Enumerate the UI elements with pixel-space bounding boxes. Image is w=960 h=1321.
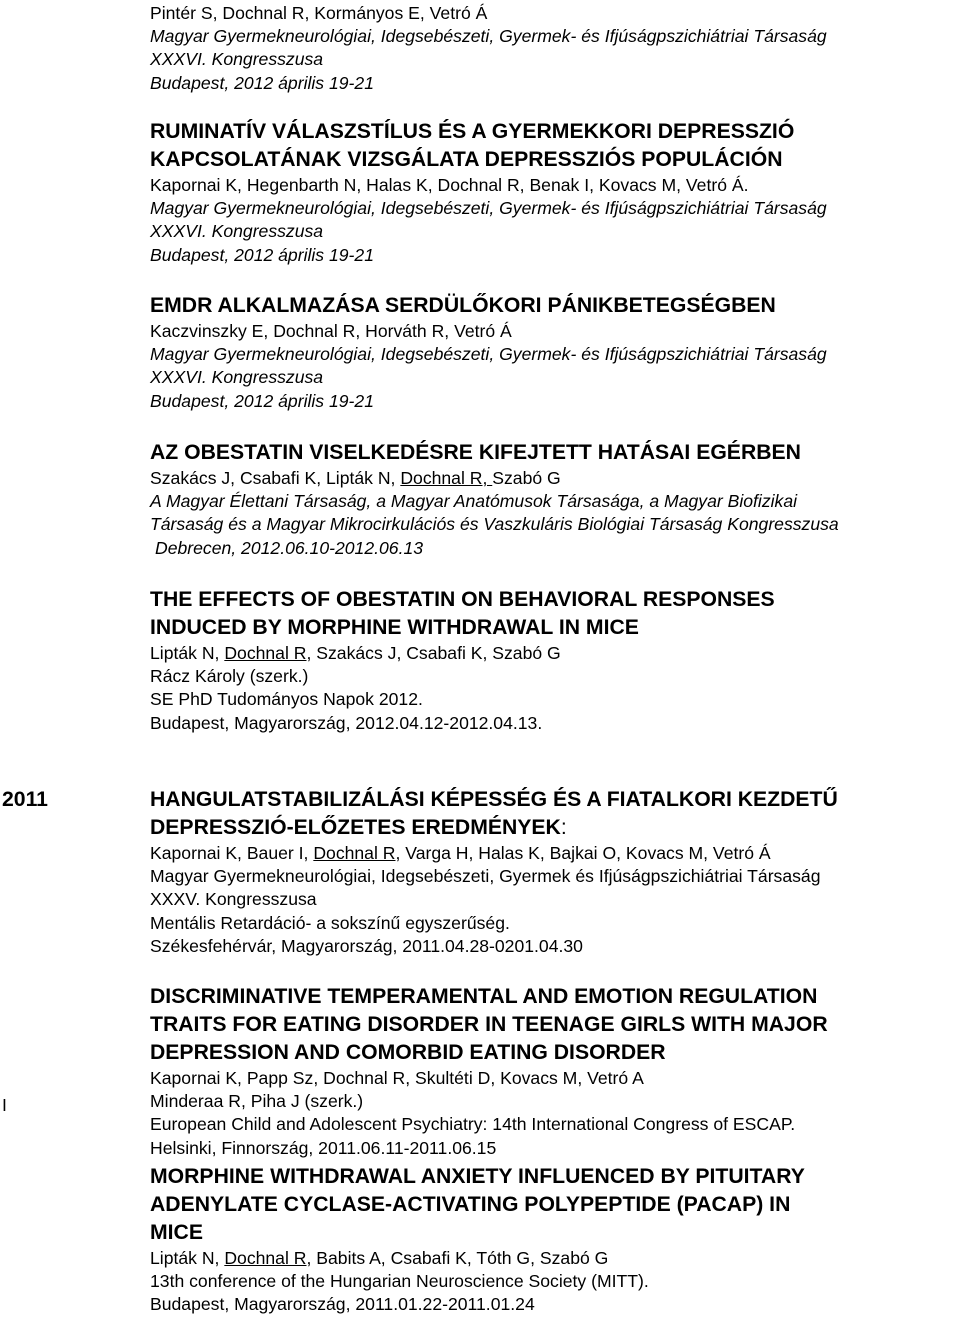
entry-title: AZ OBESTATIN VISELKEDÉSRE KIFEJTETT HATÁSAI EGÉRBEN <box>150 441 801 464</box>
entry-title: DEPRESSION AND COMORBID EATING DISORDER <box>150 1041 666 1064</box>
entry-ruminativ <box>150 118 958 267</box>
entry-title: MORPHINE WITHDRAWAL ANXIETY INFLUENCED BY PITUITARY <box>150 1165 805 1188</box>
entry-authors: Kaczvinszky E, Dochnal R, Horváth R, Vetró Á <box>150 321 512 341</box>
entry-congress: XXXV. Kongresszusa <box>150 889 317 910</box>
entry-place: Budapest, Magyarország, 2011.01.22-2011.01.24 <box>150 1294 535 1315</box>
entry-place: Budapest, Magyarország, 2012.04.12-2012.04.13. <box>150 712 543 733</box>
entry-authors: Szakács J, Csabafi K, Lipták N, Dochnal R, Szabó G <box>150 468 561 488</box>
entry-society: Magyar Gyermekneurológiai, Idegsebészeti, Gyermek- és Ifjúságpszichiátriai Társaság <box>150 26 827 47</box>
year-heading: 2011 <box>2 788 48 811</box>
entry-authors: Lipták N, Dochnal R, Szakács J, Csabafi K, Szabó G <box>150 643 561 663</box>
entry-authors: Kapornai K, Papp Sz, Dochnal R, Skultéti D, Kovacs M, Vetró A <box>150 1068 644 1088</box>
entry-title: MICE <box>150 1221 203 1244</box>
entry-obestatin-hu <box>150 439 958 560</box>
underlined-author: Dochnal R <box>224 1248 307 1268</box>
entry-authors: Kapornai K, Hegenbarth N, Halas K, Dochnal R, Benak I, Kovacs M, Vetró Á. <box>150 175 749 195</box>
entry-place: Debrecen, 2012.06.10-2012.06.13 <box>155 537 424 558</box>
entry-place: Budapest, 2012 április 19-21 <box>150 390 374 411</box>
entry-event: European Child and Adolescent Psychiatry: 14th International Congress of ESCAP. <box>150 1114 796 1135</box>
entry-venue: A Magyar Élettani Társaság, a Magyar Anatómusok Társasága, a Magyar Biofizikai <box>150 491 798 512</box>
entry-title: THE EFFECTS OF OBESTATIN ON BEHAVIORAL RESPONSES <box>150 588 775 611</box>
entry-authors: Kapornai K, Bauer I, Dochnal R, Varga H, Halas K, Bajkai O, Kovacs M, Vetró Á <box>150 843 771 863</box>
entry-place: Budapest, 2012 április 19-21 <box>150 244 374 265</box>
entry-congress: XXXVI. Kongresszusa <box>150 49 324 70</box>
entry-emdr <box>150 292 958 413</box>
entry-morphine-pacap <box>150 1163 958 1317</box>
entry-congress: XXXVI. Kongresszusa <box>150 221 324 242</box>
entry-editors: Minderaa R, Piha J (szerk.) <box>150 1091 364 1112</box>
entry-event: SE PhD Tudományos Napok 2012. <box>150 689 423 710</box>
entry-pinter <box>150 2 958 95</box>
entry-title: DISCRIMINATIVE TEMPERAMENTAL AND EMOTION REGULATION <box>150 985 818 1008</box>
entry-title: ADENYLATE CYCLASE-ACTIVATING POLYPEPTIDE (PACAP) IN <box>150 1193 791 1216</box>
entry-obestatin-en <box>150 586 958 735</box>
entry-society: Magyar Gyermekneurológiai, Idegsebészeti, Gyermek és Ifjúságpszichiátriai Társaság <box>150 866 821 887</box>
entry-hangulat <box>150 786 958 958</box>
entry-society: Magyar Gyermekneurológiai, Idegsebészeti, Gyermek- és Ifjúságpszichiátriai Társaság <box>150 198 827 219</box>
entry-title: TRAITS FOR EATING DISORDER IN TEENAGE GIRLS WITH MAJOR <box>150 1013 828 1036</box>
underlined-author: Dochnal R <box>224 643 307 663</box>
entry-title: INDUCED BY MORPHINE WITHDRAWAL IN MICE <box>150 616 639 639</box>
entry-theme: Mentális Retardáció- a sokszínű egyszerűség. <box>150 912 510 933</box>
entry-title: DEPRESSZIÓ-ELŐZETES EREDMÉNYEK: <box>150 816 567 839</box>
entry-society: Magyar Gyermekneurológiai, Idegsebészeti, Gyermek- és Ifjúságpszichiátriai Társaság <box>150 344 827 365</box>
entry-title: EMDR ALKALMAZÁSA SERDÜLŐKORI PÁNIKBETEGSÉGBEN <box>150 294 776 317</box>
entry-discriminative <box>150 983 958 1160</box>
entry-editor: Rácz Károly (szerk.) <box>150 666 309 687</box>
margin-mark: I <box>2 1095 7 1115</box>
entry-congress: XXXVI. Kongresszusa <box>150 367 324 388</box>
entry-authors: Pintér S, Dochnal R, Kormányos E, Vetró Á <box>150 3 488 23</box>
entry-place: Székesfehérvár, Magyarország, 2011.04.28-0201.04.30 <box>150 935 583 956</box>
entry-event: 13th conference of the Hungarian Neuroscience Society (MITT). <box>150 1271 649 1292</box>
entry-title: RUMINATÍV VÁLASZSTÍLUS ÉS A GYERMEKKORI DEPRESSZIÓ <box>150 120 795 143</box>
entry-title: KAPCSOLATÁNAK VIZSGÁLATA DEPRESSZIÓS POPULÁCIÓN <box>150 148 783 171</box>
entry-place: Budapest, 2012 április 19-21 <box>150 72 374 93</box>
entry-place: Helsinki, Finnország, 2011.06.11-2011.06.15 <box>150 1137 497 1158</box>
entry-venue: Társaság és a Magyar Mikrocirkulációs és Vaszkuláris Biológiai Társaság Kongresszusa <box>150 514 839 535</box>
underlined-author: Dochnal R <box>313 843 396 863</box>
entry-title: HANGULATSTABILIZÁLÁSI KÉPESSÉG ÉS A FIATALKORI KEZDETŰ <box>150 788 838 811</box>
entry-authors: Lipták N, Dochnal R, Babits A, Csabafi K, Tóth G, Szabó G <box>150 1248 609 1268</box>
underlined-author: Dochnal R, <box>400 468 493 488</box>
